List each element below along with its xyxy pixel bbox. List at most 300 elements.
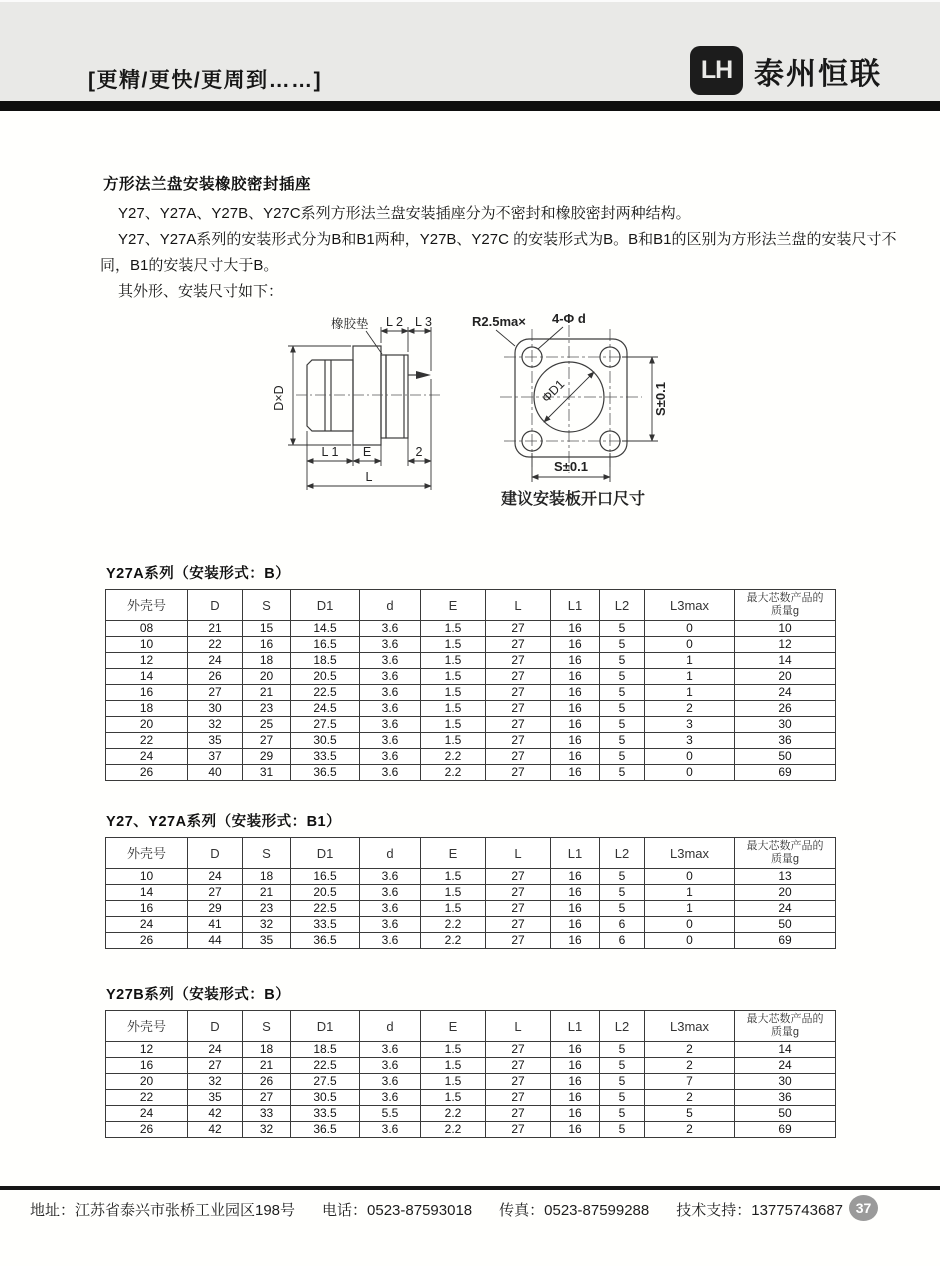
table-cell: 1.5 — [421, 685, 486, 701]
column-header: D — [188, 1011, 243, 1042]
table-title: Y27A系列（安装形式：B） — [106, 566, 291, 582]
table-cell: 5 — [600, 669, 645, 685]
table-row — [106, 637, 836, 653]
dim-l1-label: L 1 — [321, 445, 339, 459]
table-cell: 30 — [735, 717, 836, 733]
table-cell: 5 — [600, 901, 645, 917]
table-cell: 1.5 — [421, 901, 486, 917]
table-row — [106, 701, 836, 717]
dim-s-right-label: S±0.1 — [653, 382, 668, 416]
footer-support: 技术支持：13775743687 — [676, 1202, 844, 1219]
column-header: E — [421, 838, 486, 869]
table-cell: 16 — [551, 869, 600, 885]
table-cell: 3.6 — [360, 1074, 421, 1090]
page-header — [0, 0, 940, 101]
table-cell: 16 — [551, 1090, 600, 1106]
table-cell: 36 — [735, 733, 836, 749]
table-row — [106, 1058, 836, 1074]
table-cell: 1.5 — [421, 1090, 486, 1106]
table-cell: 22 — [188, 637, 243, 653]
gasket-label: 橡胶垫 — [331, 317, 369, 331]
paragraph: Y27、Y27A、Y27B、Y27C系列方形法兰盘安装插座分为不密封和橡胶密封两种结构。 — [118, 205, 691, 222]
table-cell: 3.6 — [360, 717, 421, 733]
column-header: L2 — [600, 1011, 645, 1042]
table-cell: 2.2 — [421, 765, 486, 781]
table-row — [106, 933, 836, 949]
table-cell: 10 — [735, 621, 836, 637]
table-cell: 31 — [243, 765, 291, 781]
table-cell: 16 — [551, 669, 600, 685]
table-cell: 3.6 — [360, 765, 421, 781]
table-cell: 16 — [551, 621, 600, 637]
table-cell: 26 — [188, 669, 243, 685]
table-cell: 40 — [188, 765, 243, 781]
table-cell: 16 — [551, 1122, 600, 1138]
table-cell: 3.6 — [360, 1042, 421, 1058]
table-cell: 26 — [243, 1074, 291, 1090]
table-cell: 1.5 — [421, 637, 486, 653]
table-cell: 27 — [486, 717, 551, 733]
spec-table — [105, 589, 836, 781]
column-header: S — [243, 838, 291, 869]
table-cell: 26 — [735, 701, 836, 717]
table-cell: 5 — [645, 1106, 735, 1122]
table-cell: 27 — [486, 933, 551, 949]
table-cell: 14.5 — [291, 621, 360, 637]
table-cell: 27 — [486, 765, 551, 781]
mounting-plate-diagram — [466, 302, 696, 514]
table-cell: 14 — [106, 885, 188, 901]
column-header: L1 — [551, 838, 600, 869]
paragraph: 其外形、安装尺寸如下： — [118, 283, 284, 300]
table-cell: 27 — [188, 885, 243, 901]
table-title: Y27、Y27A系列（安装形式：B1） — [106, 814, 342, 830]
table-cell: 27 — [486, 1058, 551, 1074]
table-cell: 30 — [735, 1074, 836, 1090]
table-cell: 3 — [645, 733, 735, 749]
table-cell: 22.5 — [291, 1058, 360, 1074]
table-cell: 1 — [645, 901, 735, 917]
header-slogan: [更精/更快/更周到……] — [88, 69, 323, 92]
table-cell: 18.5 — [291, 653, 360, 669]
column-header: d — [360, 590, 421, 621]
table-cell: 33 — [243, 1106, 291, 1122]
table-cell: 16 — [106, 685, 188, 701]
table-cell: 1.5 — [421, 669, 486, 685]
column-header: 外壳号 — [106, 590, 188, 621]
table-cell: 27 — [486, 885, 551, 901]
table-cell: 20 — [106, 717, 188, 733]
table-cell: 1 — [645, 669, 735, 685]
table-cell: 18 — [106, 701, 188, 717]
table-cell: 2 — [645, 701, 735, 717]
table-cell: 16 — [551, 917, 600, 933]
table-cell: 1.5 — [421, 1074, 486, 1090]
table-cell: 1.5 — [421, 869, 486, 885]
spec-table — [105, 837, 836, 949]
table-cell: 5.5 — [360, 1106, 421, 1122]
table-cell: 20 — [735, 885, 836, 901]
table-cell: 5 — [600, 749, 645, 765]
table-cell: 5 — [600, 653, 645, 669]
table-cell: 18 — [243, 869, 291, 885]
dim-2-label: 2 — [415, 445, 423, 459]
table-cell: 24 — [106, 1106, 188, 1122]
table-cell: 3.6 — [360, 917, 421, 933]
table-cell: 3.6 — [360, 701, 421, 717]
table-cell: 16.5 — [291, 637, 360, 653]
table-row — [106, 717, 836, 733]
table-section-y27a-b — [105, 562, 837, 781]
table-cell: 16 — [243, 637, 291, 653]
table-cell: 24 — [188, 869, 243, 885]
table-cell: 26 — [106, 933, 188, 949]
table-cell: 35 — [243, 933, 291, 949]
table-cell: 23 — [243, 701, 291, 717]
table-cell: 6 — [600, 933, 645, 949]
table-cell: 36.5 — [291, 933, 360, 949]
table-cell: 27 — [188, 1058, 243, 1074]
table-cell: 33.5 — [291, 749, 360, 765]
column-header: L3max — [645, 838, 735, 869]
logo-lh-icon: LH — [690, 46, 743, 95]
table-cell: 18 — [243, 653, 291, 669]
table-row — [106, 869, 836, 885]
table-cell: 32 — [188, 1074, 243, 1090]
table-row — [106, 669, 836, 685]
table-cell: 24 — [188, 653, 243, 669]
table-cell: 14 — [735, 653, 836, 669]
table-cell: 32 — [243, 917, 291, 933]
paragraph: Y27、Y27A系列的安装形式分为B和B1两种，Y27B、Y27C 的安装形式为B。B和B1的区别为方形法兰盘的安装尺寸不同，B1的安装尺寸大于B。 — [100, 231, 897, 274]
table-cell: 21 — [188, 621, 243, 637]
table-cell: 27 — [243, 733, 291, 749]
table-cell: 5 — [600, 1106, 645, 1122]
table-cell: 3.6 — [360, 637, 421, 653]
column-header: S — [243, 590, 291, 621]
table-cell: 16 — [551, 717, 600, 733]
table-cell: 20.5 — [291, 885, 360, 901]
table-cell: 5 — [600, 1074, 645, 1090]
footer-address: 地址：江苏省泰兴市张桥工业园区198号 — [30, 1202, 296, 1219]
table-cell: 20 — [243, 669, 291, 685]
table-cell: 16.5 — [291, 869, 360, 885]
table-cell: 1.5 — [421, 621, 486, 637]
column-header: S — [243, 1011, 291, 1042]
table-cell: 27 — [486, 1122, 551, 1138]
table-cell: 30 — [188, 701, 243, 717]
column-header: E — [421, 590, 486, 621]
table-cell: 1 — [645, 885, 735, 901]
table-cell: 30.5 — [291, 733, 360, 749]
table-cell: 3.6 — [360, 901, 421, 917]
table-cell: 5 — [600, 701, 645, 717]
table-section-y27-y27a-b1 — [105, 810, 837, 949]
table-cell: 0 — [645, 933, 735, 949]
table-cell: 24 — [106, 917, 188, 933]
table-cell: 5 — [600, 885, 645, 901]
table-row — [106, 901, 836, 917]
column-header: D1 — [291, 1011, 360, 1042]
table-section-y27b-b — [105, 983, 837, 1138]
table-cell: 22 — [106, 1090, 188, 1106]
table-cell: 5 — [600, 1090, 645, 1106]
dim-e-label: E — [362, 445, 372, 459]
pin-tip — [416, 371, 431, 379]
table-cell: 3.6 — [360, 1058, 421, 1074]
table-cell: 1.5 — [421, 1042, 486, 1058]
table-cell: 27 — [486, 621, 551, 637]
column-header: D — [188, 590, 243, 621]
table-row — [106, 1090, 836, 1106]
table-cell: 16 — [551, 637, 600, 653]
table-cell: 69 — [735, 933, 836, 949]
table-cell: 27 — [486, 1074, 551, 1090]
header-divider — [0, 101, 940, 111]
table-cell: 2 — [645, 1058, 735, 1074]
table-cell: 10 — [106, 637, 188, 653]
table-cell: 32 — [188, 717, 243, 733]
table-cell: 1.5 — [421, 653, 486, 669]
dim-l3-label: L 3 — [415, 315, 432, 329]
table-cell: 18 — [243, 1042, 291, 1058]
table-cell: 27 — [486, 669, 551, 685]
table-cell: 1.5 — [421, 1058, 486, 1074]
column-header: 最大芯数产品的质量g — [735, 1011, 836, 1042]
table-row — [106, 917, 836, 933]
dim-s-bottom-label: S±0.1 — [554, 459, 588, 474]
table-title: Y27B系列（安装形式：B） — [106, 987, 291, 1003]
table-cell: 3.6 — [360, 885, 421, 901]
table-cell: 18.5 — [291, 1042, 360, 1058]
dim-dxd-label: D×D — [272, 385, 286, 411]
table-cell: 16 — [106, 901, 188, 917]
table-cell: 26 — [106, 765, 188, 781]
table-cell: 21 — [243, 1058, 291, 1074]
table-cell: 42 — [188, 1106, 243, 1122]
table-cell: 1.5 — [421, 701, 486, 717]
table-cell: 36.5 — [291, 765, 360, 781]
column-header: 最大芯数产品的质量g — [735, 590, 836, 621]
table-row — [106, 1122, 836, 1138]
table-cell: 13 — [735, 869, 836, 885]
column-header: 外壳号 — [106, 838, 188, 869]
table-cell: 3.6 — [360, 1090, 421, 1106]
table-cell: 27 — [188, 685, 243, 701]
table-cell: 24 — [735, 1058, 836, 1074]
table-cell: 27 — [486, 1042, 551, 1058]
table-cell: 44 — [188, 933, 243, 949]
table-cell: 12 — [106, 1042, 188, 1058]
column-header: L1 — [551, 1011, 600, 1042]
dim-l2-label: L 2 — [386, 315, 403, 329]
table-row — [106, 685, 836, 701]
table-cell: 21 — [243, 685, 291, 701]
table-cell: 3.6 — [360, 653, 421, 669]
table-cell: 7 — [645, 1074, 735, 1090]
header-row — [106, 1011, 836, 1042]
table-cell: 3.6 — [360, 1122, 421, 1138]
table-cell: 24 — [106, 749, 188, 765]
table-row — [106, 1042, 836, 1058]
table-cell: 2 — [645, 1122, 735, 1138]
table-cell: 32 — [243, 1122, 291, 1138]
table-cell: 35 — [188, 733, 243, 749]
table-row — [106, 733, 836, 749]
table-cell: 16 — [551, 1058, 600, 1074]
column-header: D1 — [291, 590, 360, 621]
table-cell: 10 — [106, 869, 188, 885]
table-cell: 24 — [735, 901, 836, 917]
table-cell: 12 — [106, 653, 188, 669]
table-cell: 16 — [551, 733, 600, 749]
table-cell: 2.2 — [421, 917, 486, 933]
company-name: 泰州恒联 — [754, 57, 882, 91]
dim-l-label: L — [365, 470, 373, 484]
holes-label: 4-Φ d — [552, 311, 586, 326]
table-cell: 23 — [243, 901, 291, 917]
table-cell: 16 — [551, 901, 600, 917]
company-logo — [690, 46, 882, 95]
table-cell: 33.5 — [291, 1106, 360, 1122]
table-cell: 2 — [645, 1042, 735, 1058]
table-cell: 5 — [600, 1042, 645, 1058]
table-cell: 2.2 — [421, 1122, 486, 1138]
table-cell: 27 — [486, 637, 551, 653]
table-cell: 16 — [551, 1042, 600, 1058]
table-cell: 25 — [243, 717, 291, 733]
table-cell: 3.6 — [360, 933, 421, 949]
table-row — [106, 765, 836, 781]
column-header: L — [486, 1011, 551, 1042]
table-cell: 3 — [645, 717, 735, 733]
table-cell: 24 — [188, 1042, 243, 1058]
table-cell: 3.6 — [360, 621, 421, 637]
table-cell: 5 — [600, 637, 645, 653]
spec-table — [105, 1010, 836, 1138]
table-cell: 14 — [106, 669, 188, 685]
table-cell: 69 — [735, 1122, 836, 1138]
table-row — [106, 621, 836, 637]
table-cell: 22.5 — [291, 901, 360, 917]
table-cell: 0 — [645, 765, 735, 781]
table-cell: 3.6 — [360, 869, 421, 885]
intro-paragraphs — [100, 201, 902, 305]
table-cell: 2.2 — [421, 1106, 486, 1122]
table-cell: 27.5 — [291, 1074, 360, 1090]
table-cell: 0 — [645, 637, 735, 653]
column-header: L2 — [600, 590, 645, 621]
circle-diameter-label: ΦD1 — [539, 377, 568, 406]
table-cell: 50 — [735, 1106, 836, 1122]
table-cell: 29 — [188, 901, 243, 917]
footer-phone: 电话：0523-87593018 — [322, 1202, 473, 1219]
header-row — [106, 838, 836, 869]
table-cell: 5 — [600, 685, 645, 701]
table-cell: 16 — [551, 653, 600, 669]
column-header: L2 — [600, 838, 645, 869]
connector-outline-diagram — [268, 298, 483, 513]
table-cell: 50 — [735, 749, 836, 765]
column-header: d — [360, 1011, 421, 1042]
table-cell: 27 — [486, 869, 551, 885]
radius-label: R2.5ma× — [472, 314, 526, 329]
table-cell: 30.5 — [291, 1090, 360, 1106]
table-cell: 20 — [106, 1074, 188, 1090]
table-cell: 22.5 — [291, 685, 360, 701]
table-cell: 69 — [735, 765, 836, 781]
table-cell: 24 — [735, 685, 836, 701]
table-cell: 3.6 — [360, 749, 421, 765]
table-cell: 3.6 — [360, 685, 421, 701]
table-cell: 3.6 — [360, 669, 421, 685]
table-cell: 27 — [486, 1090, 551, 1106]
column-header: d — [360, 838, 421, 869]
table-cell: 2 — [645, 1090, 735, 1106]
table-cell: 33.5 — [291, 917, 360, 933]
diagram-caption: 建议安装板开口尺寸 — [500, 491, 646, 508]
column-header: L3max — [645, 590, 735, 621]
table-cell: 5 — [600, 1058, 645, 1074]
table-row — [106, 1074, 836, 1090]
table-cell: 1 — [645, 685, 735, 701]
table-cell: 1.5 — [421, 717, 486, 733]
table-cell: 5 — [600, 765, 645, 781]
table-cell: 3.6 — [360, 733, 421, 749]
table-cell: 5 — [600, 717, 645, 733]
table-cell: 0 — [645, 749, 735, 765]
table-cell: 27 — [486, 733, 551, 749]
table-cell: 41 — [188, 917, 243, 933]
footer-divider — [0, 1186, 940, 1190]
table-cell: 1.5 — [421, 733, 486, 749]
table-row — [106, 885, 836, 901]
table-row — [106, 653, 836, 669]
table-row — [106, 749, 836, 765]
table-cell: 5 — [600, 1122, 645, 1138]
table-cell: 27 — [486, 901, 551, 917]
table-cell: 50 — [735, 917, 836, 933]
table-cell: 42 — [188, 1122, 243, 1138]
table-cell: 37 — [188, 749, 243, 765]
table-cell: 27 — [486, 749, 551, 765]
section-title: 方形法兰盘安装橡胶密封插座 — [103, 176, 312, 193]
table-row — [106, 1106, 836, 1122]
table-cell: 20.5 — [291, 669, 360, 685]
table-cell: 08 — [106, 621, 188, 637]
table-cell: 16 — [551, 1074, 600, 1090]
table-cell: 16 — [551, 749, 600, 765]
table-cell: 35 — [188, 1090, 243, 1106]
column-header: 外壳号 — [106, 1011, 188, 1042]
table-cell: 26 — [106, 1122, 188, 1138]
table-cell: 29 — [243, 749, 291, 765]
table-cell: 1 — [645, 653, 735, 669]
table-cell: 27 — [486, 917, 551, 933]
table-cell: 16 — [551, 885, 600, 901]
table-cell: 16 — [106, 1058, 188, 1074]
table-cell: 27 — [486, 653, 551, 669]
table-cell: 27 — [486, 701, 551, 717]
footer-contact-bar — [30, 1199, 843, 1220]
table-cell: 2.2 — [421, 933, 486, 949]
table-cell: 16 — [551, 765, 600, 781]
table-cell: 16 — [551, 685, 600, 701]
header-row — [106, 590, 836, 621]
table-cell: 20 — [735, 669, 836, 685]
table-cell: 14 — [735, 1042, 836, 1058]
table-cell: 27 — [486, 685, 551, 701]
